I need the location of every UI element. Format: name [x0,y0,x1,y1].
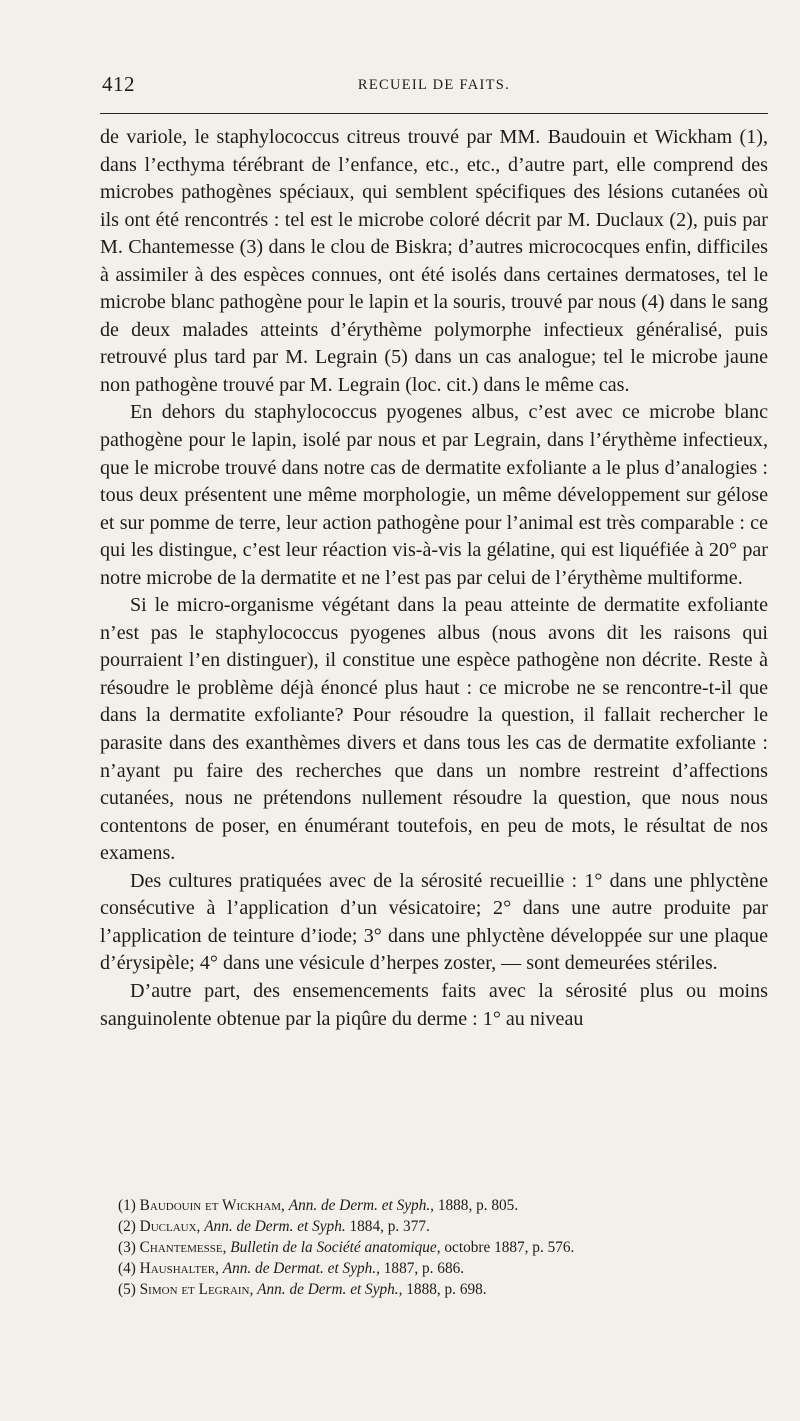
paragraph-continuation: de variole, le staphylococcus citreus trouvé par MM. Baudouin et Wickham (1), dans l’ecthyma térébrant de l’enfance, etc., etc., d’autre part, elle comprend des microbes pathogènes spéciaux, qui semblent spécifiques des lésions cutanées où ils ont été rencontrés : tel est le microbe coloré décrit par M. Duclaux (2), puis par M. Chantemesse (3) dans le clou de Biskra; d’autres micrococques enfin, difficiles à assimiler à des espèces connues, ont été isolés dans certaines dermatoses, tel le microbe blanc pathogène pour le lapin et la souris, trouvé par nous (4) dans le sang de deux malades atteints d’érythème polymorphe infectieux généralisé, puis retrouvé plus tard par M. Legrain (5) dans un cas analogue; tel le microbe jaune non pathogène trouvé par M. Legrain (loc. cit.) dans le même cas. [100,126,768,396]
footnote-journal: Bulletin de la Société anatomique, [230,1239,441,1256]
footnote [118,1216,768,1237]
paragraph: Si le micro-organisme végétant dans la peau atteinte de dermatite exfoliante n’est pas le staphylococcus pyogenes albus (nous avons dit les raisons qui pourraient l’en distinguer), il constitue une espèce pathogène non décrite. Reste à résoudre le problème déjà énoncé plus haut : ce microbe ne se rencontre-t-il que dans la dermatite exfoliante? Pour résoudre la question, il fallait rechercher le parasite dans des exanthèmes divers et dans tous les cas de dermatite exfoliante : n’ayant pu faire des recherches que dans un nombre restreint d’affections cutanées, nous ne prétendons nullement résoudre la question, que nous nous contentons de poser, en énumérant toutefois, en peu de mots, le résultat de nos examens. [100,594,768,865]
footnote-author: Duclaux, [139,1218,201,1235]
footnote-number: (4) [118,1260,136,1277]
footnote [118,1258,768,1279]
paragraph: En dehors du staphylococcus pyogenes albus, c’est avec ce microbe blanc pathogène pour le lapin, isolé par nous et par Legrain, dans l’érythème infectieux, que le microbe trouvé dans notre cas de dermatite exfoliante a le plus d’analogies : tous deux présentent une même morphologie, un même développement sur gélose et sur pomme de terre, leur action pathogène pour l’animal est très comparable : ce qui les distingue, c’est leur réaction vis-à-vis la gélatine, qui est liquéfiée à 20° par notre microbe de la dermatite et ne l’est pas par celui de l’érythème multiforme. [100,401,768,589]
footnote [118,1237,768,1258]
page-number: 412 [102,72,135,96]
footnote [118,1279,768,1300]
body-text [100,124,768,1033]
footnotes [118,1195,768,1300]
footnote-reference: 1888, p. 698. [406,1281,487,1298]
footnote-author: Simon et Legrain, [139,1281,254,1298]
footnote-reference: 1887, p. 686. [383,1260,465,1277]
paragraph: D’autre part, des ensemencements faits avec la sérosité plus ou moins sanguinolente obtenue par la piqûre du derme : 1° au niveau [100,979,768,1030]
footnote-number: (1) [118,1197,136,1214]
page-header [100,72,768,102]
footnote-journal: Ann. de Derm. et Syph., [288,1197,435,1214]
footnote-author: Baudouin et Wickham, [139,1197,285,1214]
paragraph: Des cultures pratiquées avec de la sérosité recueillie : 1° dans une phlyctène consécutive à l’application d’un vésicatoire; 2° dans une autre produite par l’application de teinture d’iode; 3° dans une phlyctène développée sur une plaque d’érysipèle; 4° dans une vésicule d’herpes zoster, — sont demeurées stériles. [100,869,768,975]
running-head: RECUEIL DE FAITS. [357,77,511,93]
header-rule [100,113,768,114]
footnote-journal: Ann. de Derm. et Syph., [257,1281,403,1298]
footnote-journal: Ann. de Dermat. et Syph., [222,1260,380,1277]
footnote-reference: 1884, p. 377. [349,1218,430,1235]
footnote-author: Haushalter, [139,1260,219,1277]
footnote [118,1195,768,1216]
footnote-number: (2) [118,1218,136,1235]
footnote-number: (3) [118,1239,136,1256]
footnote-author: Chantemesse, [139,1239,227,1256]
footnote-reference: 1888, p. 805. [437,1197,519,1214]
footnote-journal: Ann. de Derm. et Syph. [204,1218,346,1235]
footnote-number: (5) [118,1281,136,1298]
footnote-reference: octobre 1887, p. 576. [444,1239,575,1256]
